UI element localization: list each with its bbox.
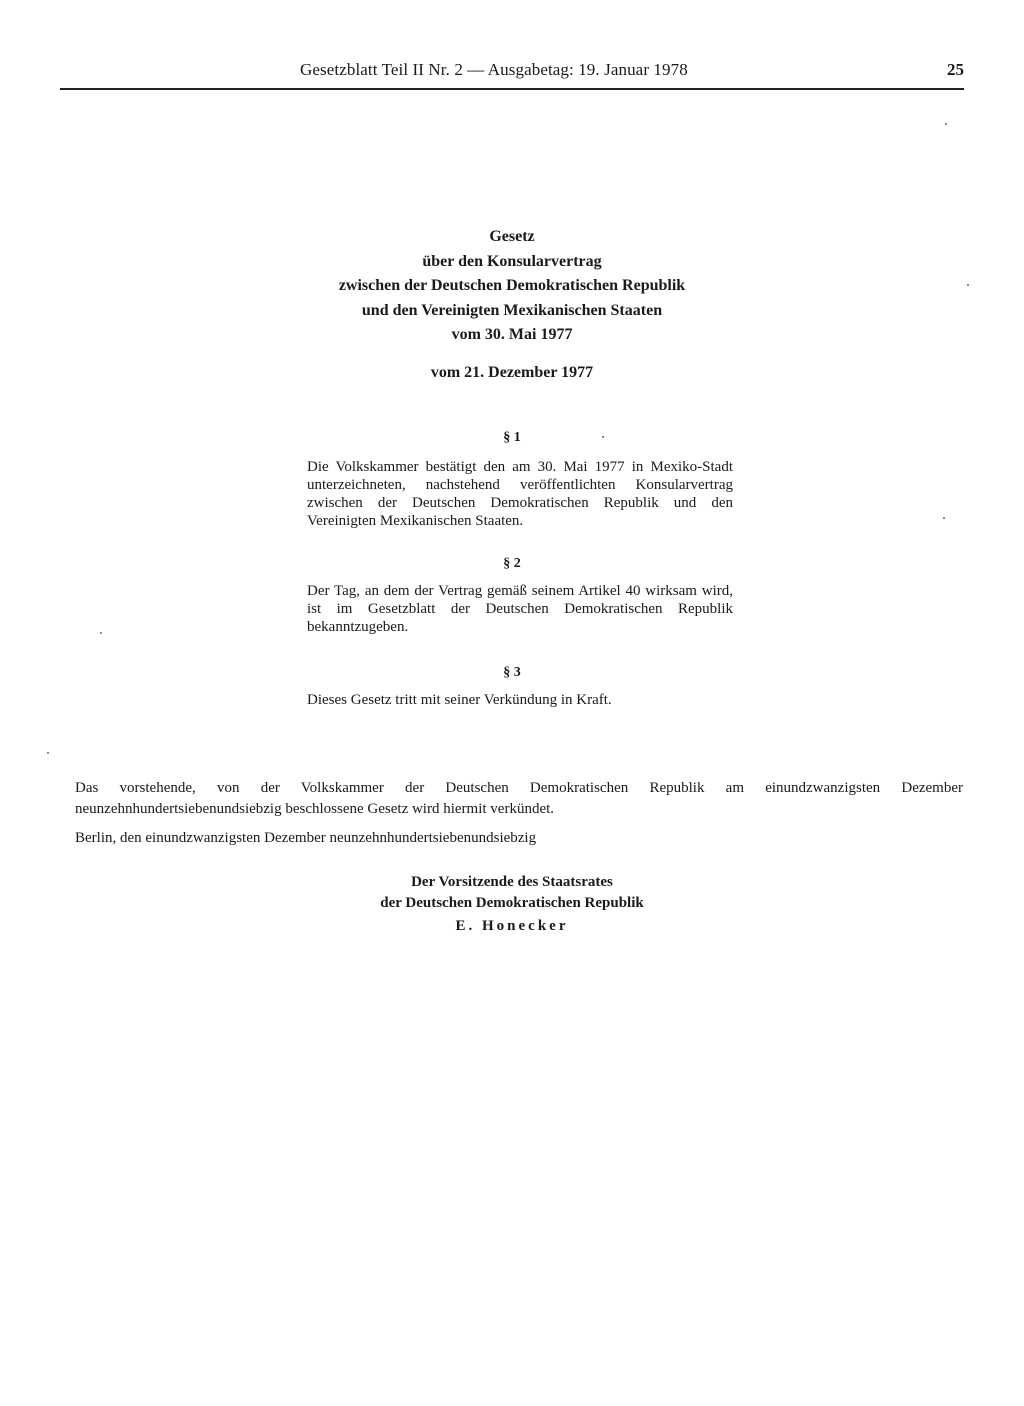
title-line-3: zwischen der Deutschen Demokratischen Republik [338,277,686,294]
signer-office-line-2: der Deutschen Demokratischen Republik [380,895,644,911]
scan-speck [945,123,947,125]
section-3-text: Dieses Gesetz tritt mit seiner Verkündung in Kraft. [307,692,612,708]
section-1-mark: § 1 [503,430,521,445]
scan-speck [943,517,945,519]
scan-speck [100,632,102,634]
section-2-mark: § 2 [503,556,521,571]
title-line-5: vom 30. Mai 1977 [451,326,573,343]
signer-office-line-1: Der Vorsitzende des Staatsrates [411,874,613,890]
title-line-2: über den Konsularvertrag [422,252,602,270]
signature-block [262,872,762,937]
page-header [60,56,964,90]
running-title: Gesetzblatt Teil II Nr. 2 — Ausgabetag: 19. Januar 1978 [300,60,688,79]
law-title [262,225,762,348]
place-and-date: Berlin, den einundzwanzigsten Dezember neunzehnhundertsiebenundsiebzig [75,830,537,846]
proclamation-text: Das vorstehende, von der Volkskammer der Deutschen Demokratischen Republik am einundzwanzigsten Dezember neunzehnhundertsiebenundsiebzig beschlossene Gesetz wird hiermit verkündet. [75,780,963,817]
title-line-1: Gesetz [489,228,535,245]
section-3-mark: § 3 [503,665,521,680]
law-date: vom 21. Dezember 1977 [430,364,594,381]
scan-speck [967,284,969,286]
scan-speck [602,436,604,438]
page-number: 25 [947,60,964,79]
signer-name: E. Honecker [455,918,569,934]
section-1-text: Die Volkskammer bestätigt den am 30. Mai 1977 in Mexiko-Stadt unterzeichneten, nachstehend veröffentlichten Konsularvertrag zwischen der Deutschen Demokratischen Republik und den Vereinigten Mexikanischen Staaten. [307,459,733,529]
section-2-text: Der Tag, an dem der Vertrag gemäß seinem Artikel 40 wirksam wird, ist im Gesetzblatt der Deutschen Demokratischen Republik bekanntzugeben. [307,583,733,635]
scan-speck [47,752,49,754]
title-line-4: und den Vereinigten Mexikanischen Staaten [361,301,663,319]
